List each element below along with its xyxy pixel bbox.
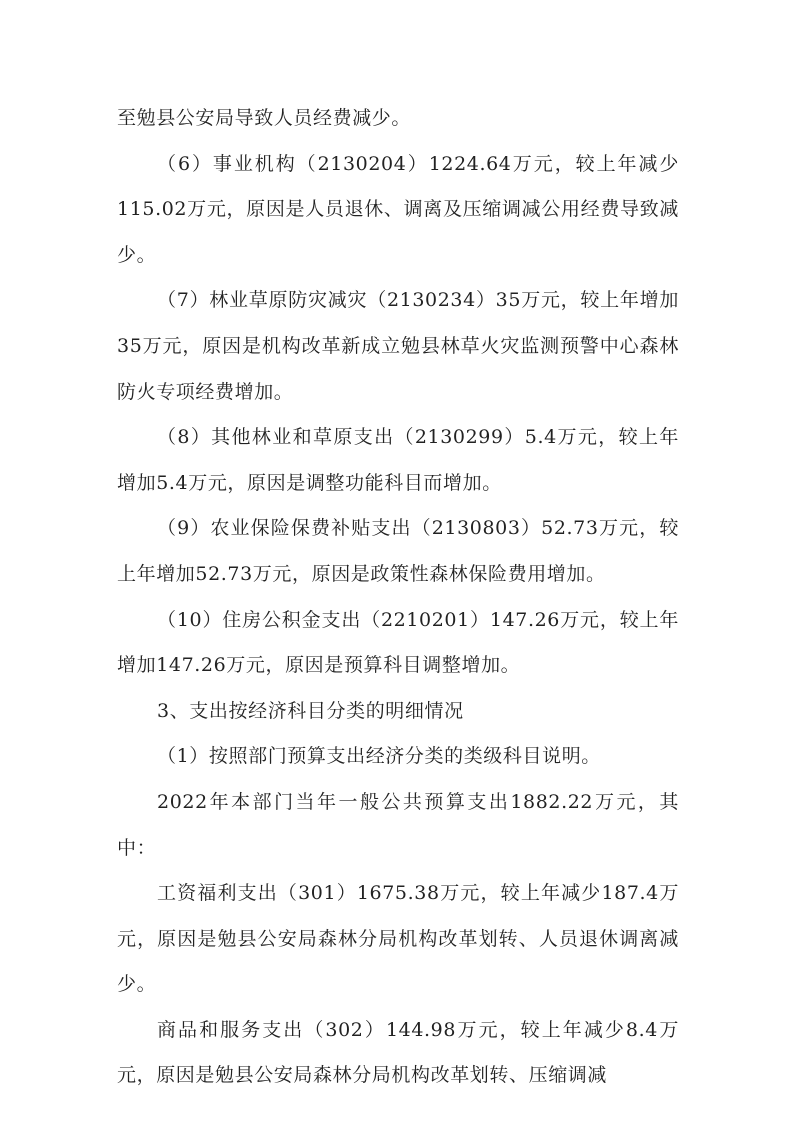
paragraph-item-8: （8）其他林业和草原支出（2130299）5.4万元，较上年增加5.4万元，原因是调整功能科目而增加。 bbox=[117, 426, 679, 494]
paragraph-goods-services-302: 商品和服务支出（302）144.98万元，较上年减少8.4万元，原因是勉县公安局森林分局机构改革划转、压缩调减 bbox=[117, 1018, 679, 1087]
body-text bbox=[117, 96, 679, 1099]
paragraph-total-expense: 2022年本部门当年一般公共预算支出1882.22万元，其中： bbox=[117, 790, 679, 859]
paragraph-item-10: （10）住房公积金支出（2210201）147.26万元，较上年增加147.26万元，原因是预算科目调整增加。 bbox=[117, 608, 679, 677]
paragraph-continuation: 至勉县公安局导致人员经费减少。 bbox=[117, 107, 412, 129]
paragraph-item-7: （7）林业草原防灾减灾（2130234）35万元，较上年增加35万元，原因是机构改革新成立勉县林草火灾监测预警中心森林防火专项经费增加。 bbox=[117, 289, 679, 403]
paragraph-item-6: （6）事业机构（2130204）1224.64万元，较上年减少115.02万元，原因是人员退休、调离及压缩调减公用经费导致减少。 bbox=[117, 152, 679, 266]
section-heading-3: 3、支出按经济科目分类的明细情况 bbox=[157, 699, 464, 722]
paragraph-item-9: （9）农业保险保费补贴支出（2130803）52.73万元，较上年增加52.73万元，原因是政策性森林保险费用增加。 bbox=[117, 517, 679, 585]
paragraph-subheading-1: （1）按照部门预算支出经济分类的类级科目说明。 bbox=[157, 745, 601, 768]
paragraph-wages-301: 工资福利支出（301）1675.38万元，较上年减少187.4万元，原因是勉县公安局森林分局机构改革划转、人员退休调离减少。 bbox=[117, 882, 679, 996]
